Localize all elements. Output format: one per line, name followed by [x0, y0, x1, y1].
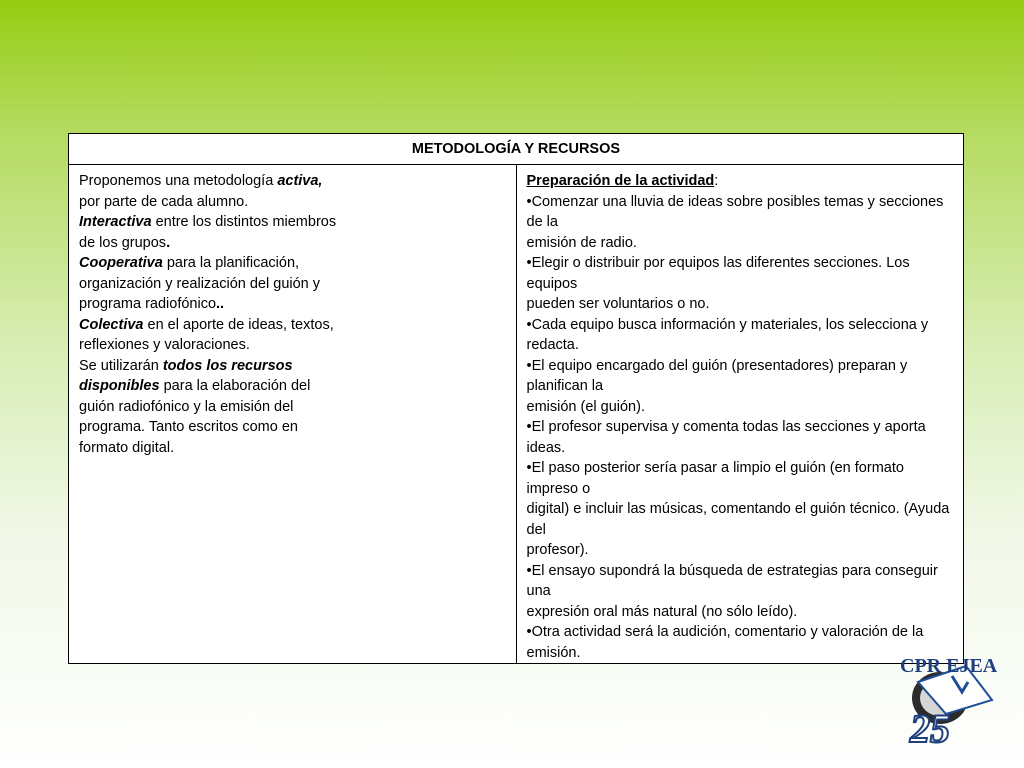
table-body-row — [69, 165, 964, 664]
text: entre los distintos miembros — [151, 214, 337, 230]
text-line: programa. Tanto escritos como en — [79, 419, 298, 435]
bullet-icon: • — [526, 255, 532, 271]
text: Se utilizarán — [79, 357, 163, 374]
logo-number: 25 — [910, 706, 950, 750]
text-line — [79, 171, 508, 192]
text: Proponemos una metodología — [79, 173, 278, 189]
bullet-text: pueden ser voluntarios o no. — [526, 296, 710, 312]
bullet-text: El profesor supervisa y comenta todas las secciones y aporta ideas. — [526, 419, 926, 456]
emphasis-text: Interactiva — [79, 214, 152, 230]
text-line — [79, 315, 508, 336]
text: para la planificación, — [162, 255, 300, 271]
bullet-icon: • — [526, 562, 532, 579]
text: en el aporte de ideas, textos, — [143, 316, 334, 333]
bullet-item-continuation — [527, 294, 954, 315]
activity-title-line — [527, 171, 954, 192]
text: para la elaboración del — [159, 378, 311, 394]
emphasis-text: disponibles — [79, 378, 160, 394]
text-line — [79, 294, 508, 315]
bullet-text: emisión de radio. — [526, 234, 637, 251]
bullet-item — [527, 315, 954, 356]
bullet-item-continuation — [527, 397, 954, 418]
bullet-text: Elegir o distribuir por equipos las diferentes secciones. Los equipos — [526, 255, 910, 292]
text-line — [79, 233, 508, 254]
bullet-item-continuation — [527, 540, 954, 561]
bullet-icon: • — [526, 193, 532, 210]
bullet-text: expresión oral más natural (no sólo leído). — [526, 603, 798, 620]
bullet-item — [527, 622, 954, 663]
bullet-text: profesor). — [526, 542, 589, 558]
text-line: por parte de cada alumno. — [79, 193, 249, 210]
bullet-item — [527, 192, 954, 233]
text-line: formato digital. — [79, 439, 175, 456]
bullet-icon: • — [526, 316, 532, 333]
cpr-ejea-logo — [896, 652, 1000, 750]
logo-text: CPR EJEA — [900, 655, 998, 677]
bullet-icon: • — [526, 419, 532, 435]
bullet-item — [527, 458, 954, 499]
bullet-item — [527, 253, 954, 294]
emphasis-text: Cooperativa — [79, 255, 163, 271]
text: de los grupos — [79, 234, 167, 251]
text-line: guión radiofónico y la emisión del — [79, 398, 294, 415]
text: programa radiofónico — [79, 296, 217, 312]
text: . — [166, 234, 171, 251]
activity-bullet-list — [527, 192, 954, 664]
bullet-icon: • — [526, 357, 532, 374]
bullet-text: El equipo encargado del guión (presentadores) preparan y planifican la — [526, 357, 908, 394]
emphasis-text: Colectiva — [79, 316, 144, 333]
bullet-text: El paso posterior sería pasar a limpio el guión (en formato impreso o — [526, 460, 904, 497]
bullet-item — [527, 561, 954, 602]
bullet-item-continuation — [527, 602, 954, 623]
text-line — [79, 376, 508, 397]
bullet-icon: • — [526, 460, 532, 476]
table-header-row — [69, 134, 964, 165]
bullet-item — [527, 356, 954, 397]
bullet-text: El ensayo supondrá la búsqueda de estrategias para conseguir una — [526, 562, 938, 599]
text-line — [79, 212, 508, 233]
bullet-item — [527, 417, 954, 458]
text-line: organización y realización del guión y — [79, 275, 321, 292]
bullet-text: Otra actividad será la audición, comentario y valoración de la emisión. — [526, 624, 924, 661]
bullet-icon: • — [526, 624, 532, 640]
bullet-item-continuation — [527, 499, 954, 540]
methodology-cell — [69, 165, 517, 664]
text-line — [79, 356, 508, 377]
activity-cell — [516, 165, 964, 664]
bullet-text: digital) e incluir las músicas, comentando el guión técnico. (Ayuda del — [526, 501, 950, 538]
table-header: METODOLOGÍA Y RECURSOS — [69, 134, 964, 165]
bullet-item-continuation — [527, 233, 954, 254]
text: .. — [216, 296, 225, 312]
activity-title: Preparación de la actividad — [526, 173, 715, 189]
text-line — [79, 253, 508, 274]
text-line: reflexiones y valoraciones. — [79, 337, 250, 353]
bullet-text: emisión (el guión). — [526, 398, 645, 415]
emphasis-text: todos los recursos — [162, 357, 293, 374]
emphasis-text: activa, — [277, 173, 323, 189]
bullet-text: Comenzar una lluvia de ideas sobre posibles temas y secciones de la — [526, 193, 944, 230]
methodology-table — [68, 133, 964, 664]
text: : — [714, 173, 719, 189]
bullet-text: Cada equipo busca información y materiales, los selecciona y redacta. — [526, 316, 929, 353]
